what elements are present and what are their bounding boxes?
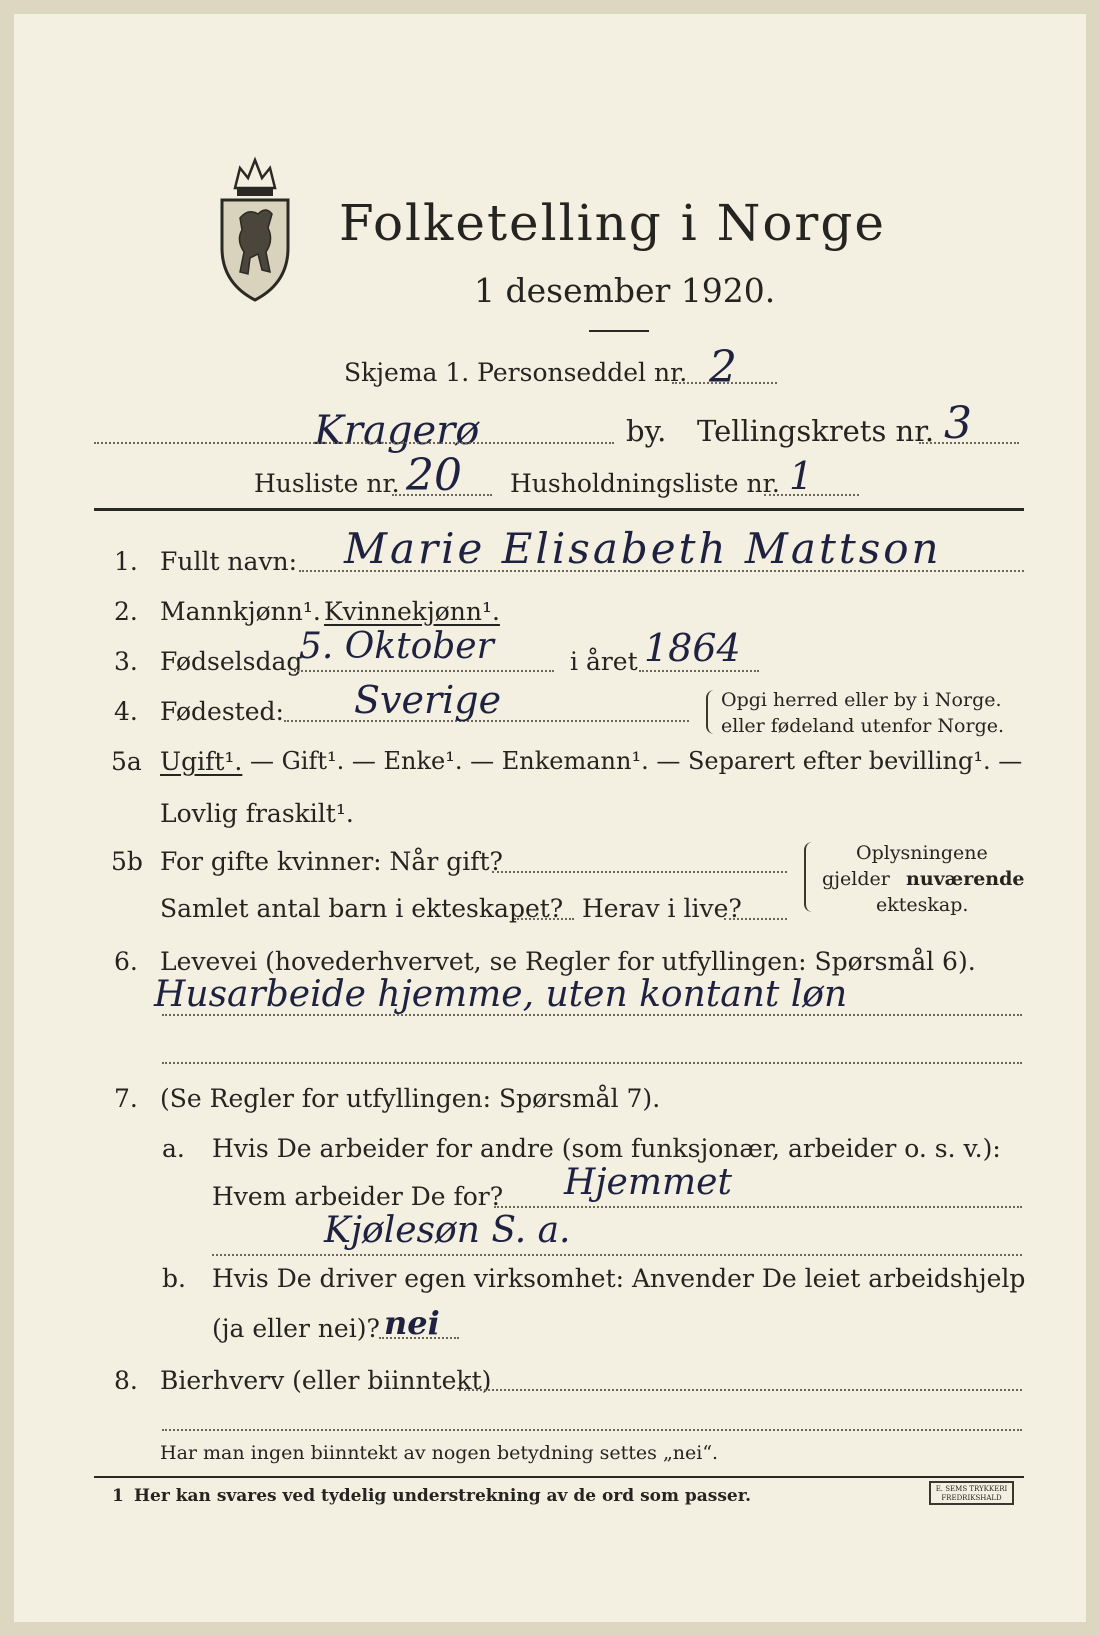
- marital-ugift-option[interactable]: Ugift¹.: [160, 747, 243, 776]
- footnote-text: Her kan svares ved tydelig understrekning av de ord som passer.: [134, 1486, 752, 1506]
- q5b-alive-dotline: [724, 918, 787, 920]
- q7b-letter: b.: [162, 1264, 186, 1293]
- q8-dotline-2: [162, 1429, 1022, 1431]
- no-income-note: Har man ingen biinntekt av nogen betydning settes „nei“.: [160, 1442, 719, 1464]
- q2-number: 2.: [114, 597, 138, 626]
- title-divider: [589, 330, 649, 332]
- q4-note-line1: Opgi herred eller by i Norge.: [721, 689, 1002, 711]
- q5b-children-dotline: [514, 918, 574, 920]
- marital-fraskilt-option[interactable]: Lovlig fraskilt¹.: [160, 799, 354, 828]
- husliste-value[interactable]: 20: [406, 450, 462, 501]
- q8-dotline-1: [459, 1389, 1022, 1391]
- printer-stamp-line2: FREDRIKSHALD: [941, 1494, 1002, 1502]
- q7a-label1: Hvis De arbeider for andre (som funksjonær, arbeider o. s. v.):: [212, 1134, 1001, 1163]
- skjema-label: Skjema 1. Personseddel nr.: [344, 358, 688, 387]
- employer-value-line1[interactable]: Hjemmet: [564, 1162, 732, 1203]
- q6-number: 6.: [114, 947, 138, 976]
- q7-label: (Se Regler for utfyllingen: Spørsmål 7).: [160, 1084, 661, 1113]
- husholdningsliste-value[interactable]: 1: [789, 454, 814, 498]
- footnote-mark: 1: [112, 1486, 124, 1506]
- by-value[interactable]: Kragerø: [314, 408, 480, 454]
- gender-female-option[interactable]: Kvinnekjønn¹.: [324, 597, 500, 626]
- q5b-note-line2a: gjelder: [822, 868, 890, 890]
- q5b-children-label: Samlet antal barn i ekteskapet?: [160, 894, 564, 923]
- q1-label: Fullt navn:: [160, 547, 298, 576]
- q4-bracket: [706, 690, 716, 734]
- footnote-rule: [94, 1476, 1024, 1478]
- q8-number: 8.: [114, 1366, 138, 1395]
- form-title: Folketelling i Norge: [339, 194, 886, 252]
- printer-stamp: [929, 1481, 1014, 1505]
- form-date: 1 desember 1920.: [474, 271, 776, 310]
- hired-help-value[interactable]: nei: [384, 1304, 440, 1342]
- q6-dotline-2: [162, 1062, 1022, 1064]
- q5b-alive-label: Herav i live?: [582, 894, 742, 923]
- q7a-label2: Hvem arbeider De for?: [212, 1182, 504, 1211]
- tellingskrets-value[interactable]: 3: [944, 398, 972, 449]
- q5b-note-line1: Oplysningene: [856, 842, 988, 864]
- q5b-note-line3: ekteskap.: [876, 894, 969, 916]
- personseddel-number[interactable]: 2: [709, 342, 737, 393]
- printer-stamp-line1: E. SEMS TRYKKERI: [935, 1485, 1008, 1493]
- q4-number: 4.: [114, 697, 138, 726]
- q1-number: 1.: [114, 547, 138, 576]
- husholdningsliste-label: Husholdningsliste nr.: [510, 469, 780, 498]
- full-name-value[interactable]: Marie Elisabeth Mattson: [344, 524, 942, 573]
- birth-day-value[interactable]: 5. Oktober: [299, 626, 494, 667]
- q3-day-dotline: [294, 670, 554, 672]
- by-dotline: [94, 442, 614, 444]
- q3-year-label: i året: [570, 647, 638, 676]
- q7a-dotline-1: [494, 1206, 1022, 1208]
- q6-dotline-1: [162, 1014, 1022, 1016]
- by-label: by.: [626, 414, 667, 448]
- q8-label: Bierhverv (eller biinntekt): [160, 1366, 492, 1395]
- birthplace-value[interactable]: Sverige: [354, 678, 502, 722]
- header-rule: [94, 508, 1024, 511]
- tellingskrets-label: Tellingskrets nr.: [697, 414, 935, 448]
- husliste-label: Husliste nr.: [254, 469, 400, 498]
- q7-number: 7.: [114, 1084, 138, 1113]
- marital-other-options[interactable]: — Gift¹. — Enke¹. — Enkemann¹. — Separert efter bevilling¹. —: [250, 747, 1023, 775]
- birth-year-value[interactable]: 1864: [644, 626, 741, 670]
- q5a-number: 5a: [111, 747, 142, 776]
- q5b-when-dotline: [492, 871, 787, 873]
- q3-number: 3.: [114, 647, 138, 676]
- gender-male-option[interactable]: Mannkjønn¹.: [160, 597, 321, 626]
- q4-label: Fødested:: [160, 697, 284, 726]
- q5b-when-married-label: For gifte kvinner: Når gift?: [160, 847, 503, 876]
- q3-label: Fødselsdag: [160, 647, 303, 676]
- q7a-letter: a.: [162, 1134, 185, 1163]
- q6-label: Levevei (hovederhvervet, se Regler for utfyllingen: Spørsmål 6).: [160, 947, 976, 976]
- q7b-label1: Hvis De driver egen virksomhet: Anvender De leiet arbeidshjelp: [212, 1264, 1026, 1293]
- q5b-bracket: [804, 842, 814, 912]
- q7a-dotline-2: [212, 1254, 1022, 1256]
- q3-year-dotline: [639, 670, 759, 672]
- q7b-label2: (ja eller nei)?: [212, 1314, 380, 1343]
- q5b-number: 5b: [111, 847, 143, 876]
- q4-note-line2: eller fødeland utenfor Norge.: [721, 715, 1005, 737]
- employer-value-line2[interactable]: Kjølesøn S. a.: [324, 1210, 571, 1251]
- occupation-value[interactable]: Husarbeide hjemme, uten kontant løn: [154, 974, 848, 1015]
- norwegian-coat-of-arms-icon: [210, 148, 300, 308]
- q5b-note-line2b: nuværende: [906, 868, 1025, 890]
